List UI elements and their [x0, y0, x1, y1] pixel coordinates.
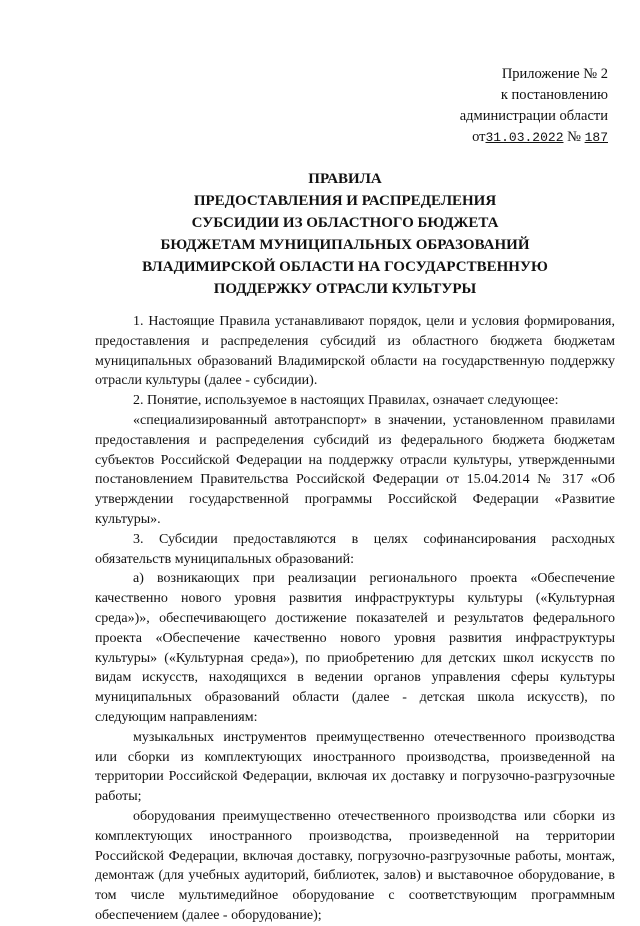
title-line-1: ПРАВИЛА	[308, 171, 382, 187]
document-title	[110, 168, 580, 300]
paragraph-instruments: музыкальных инструментов преимущественно отечественного производства или сборки из комплектующих иностранного производства, произведенной на территории Российской Федерации, включая их доставку и погрузочно-разгрузочные работы;	[95, 729, 615, 805]
title-line-4: БЮДЖЕТАМ МУНИЦИПАЛЬНЫХ ОБРАЗОВАНИЙ	[160, 237, 530, 253]
paragraph-definition: «специализированный автотранспорт» в значении, установленном правилами предоставления и распределения субсидий из федерального бюджета бюджетам субъектов Российской Федерации на поддержку отрасли культуры, утвержденными постановлением Правительства Российской Федерации от 15.04.2014 № 317 «Об утверждении государственной программы Российской Федерации «Развитие культуры».	[95, 412, 615, 527]
title-line-5: ВЛАДИМИРСКОЙ ОБЛАСТИ НА ГОСУДАРСТВЕННУЮ	[142, 259, 548, 275]
number-prefix: №	[567, 129, 581, 145]
paragraph-1: 1. Настоящие Правила устанавливают порядок, цели и условия формирования, предоставления и распределения субсидий из областного бюджета бюджетам муниципальных образований Владимирской области на государственную поддержку отрасли культуры (далее - субсидии).	[95, 314, 615, 389]
title-line-3: СУБСИДИИ ИЗ ОБЛАСТНОГО БЮДЖЕТА	[191, 215, 499, 231]
title-line-6: ПОДДЕРЖКУ ОТРАСЛИ КУЛЬТУРЫ	[213, 281, 477, 297]
paragraph-3: 3. Субсидии предоставляются в целях софинансирования расходных обязательств муниципальных образований:	[95, 531, 615, 567]
paragraph-equipment: оборудования преимущественно отечественного производства или сборки из комплектующих иностранного производства, произведенной на территории Российской Федерации, включая доставку, погрузочно-разгрузочные работы, монтаж, демонтаж (для учебных аудиторий, библиотек, залов) и выставочное оборудование, в том числе мультимедийное оборудование с соответствующим программным обеспечением (далее - оборудование);	[95, 808, 615, 923]
authority-label: администрации области	[459, 108, 608, 124]
paragraph-2: 2. Понятие, используемое в настоящих Правилах, означает следующее:	[133, 393, 559, 409]
paragraph-3a: а) возникающих при реализации регионального проекта «Обеспечение качественно нового уровня развития инфраструктуры культуры («Культурная среда»)», обеспечивающего достижение показателей и результатов федерального проекта «Обеспечение качественно нового уровня развития инфраструктуры культуры» («Культурная среда»), по приобретению для детских школ искусств по видам искусств, находящихся в ведении органов управления сферы культуры муниципальных образований области (далее - детская школа искусств), по следующим направлениям:	[95, 571, 615, 725]
date-number-line	[408, 127, 608, 148]
appendix-header	[408, 64, 608, 148]
appendix-label: Приложение № 2	[501, 66, 608, 82]
resolution-number: 187	[584, 130, 608, 145]
resolution-date: 31.03.2022	[485, 130, 564, 145]
date-prefix: от	[472, 129, 486, 145]
document-body	[95, 312, 615, 926]
title-line-2: ПРЕДОСТАВЛЕНИЯ И РАСПРЕДЕЛЕНИЯ	[193, 193, 497, 209]
resolution-label: к постановлению	[500, 87, 608, 103]
